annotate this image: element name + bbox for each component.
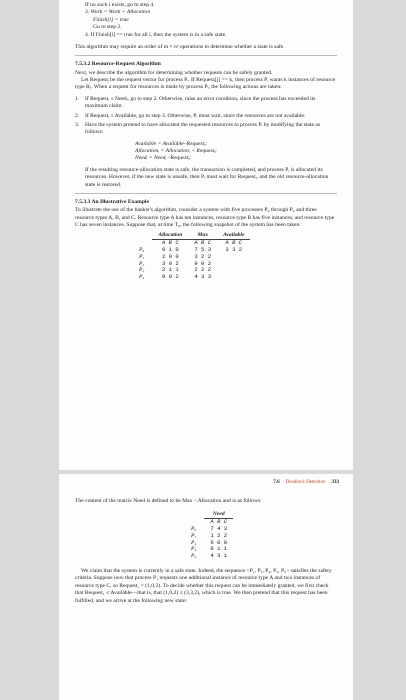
table-row [133,247,250,254]
table-row [133,274,250,281]
process-label: P₁ [139,253,145,260]
available-cell [217,254,250,261]
process-label: P₃ [139,267,145,274]
step-line: If no such i exists, go to step 4. [85,2,155,8]
formula: Allocationᵢ = Allocationᵢ + Requestᵢ; [135,148,217,154]
table-row [133,261,250,268]
process-label: P₃ [191,546,197,553]
need-cell: 4 3 1 [210,552,228,560]
formula: Needᵢ = Needᵢ –Requestᵢ; [135,155,191,162]
process-label: P₀ [191,526,197,532]
textbook-page-lower [59,474,353,700]
table-row [133,267,250,274]
process-label: P₂ [191,539,197,546]
allocation-cell: 0 1 0 [161,246,179,253]
paragraph: Let Requestᵢ be the request vector for process Pᵢ. If Requestᵢ[j] == k, then process Pᵢ wants k instances of resource type Rⱼ. When a request for resources is made by process Pᵢ, the following actions are taken: [75,77,336,91]
running-head-section: 7.6 [273,480,280,485]
textbook-page-upper [59,0,353,470]
table-cell [133,232,152,239]
column-subheader: A B C [210,518,228,526]
column-header: Need [204,511,233,518]
paragraph: Next, we describe the algorithm for determining whether requests can be safely granted. [75,69,273,76]
formula-block [75,141,337,163]
process-label: P₂ [139,260,145,267]
page-content [75,498,337,605]
page-number: 333 [331,480,339,485]
step-number: 3. [75,121,80,128]
need-cell: 1 2 2 [210,531,228,539]
column-subheader: A B C [161,239,179,247]
process-label: P₄ [139,274,145,281]
table-cell [133,240,152,247]
allocation-cell: 2 1 1 [161,266,179,274]
step-item [75,96,337,111]
max-cell: 4 3 3 [194,273,212,281]
column-header: Available [217,232,250,239]
allocation-cell: 3 0 2 [161,259,179,267]
step-item [75,122,337,137]
max-cell: 2 2 2 [194,266,212,274]
step-number: 1. [75,95,80,102]
formula: Available = Available–Requestᵢ; [135,140,207,147]
need-cell: 6 0 0 [210,538,228,546]
step-text: If Requestᵢ ≤ Needᵢ, go to step 2. Otherwise, raise an error condition, since the process has exceeded its maximum claim. [85,95,316,110]
process-label: P₁ [191,532,197,539]
step-line-text: 3. Work = Work + Allocation [85,9,151,16]
column-header: Max [188,232,217,239]
separator [75,55,337,56]
step-text: Have the system pretend to have allocated the requested resources to process Pᵢ by modifying the state as follows: [85,121,321,136]
page-content [75,2,337,281]
table-cell [185,511,204,518]
step-line: Go to step 2. [93,24,122,31]
steps-list [75,96,337,137]
need-table [185,511,233,560]
section-title: 7.5.3.3 An Illustrative Example [75,198,149,205]
table-row [185,553,233,560]
step-number: 2. [75,112,80,119]
step-line: Finish[i] = true [93,16,129,23]
max-cell: 7 5 3 [194,246,212,253]
need-cell: 0 1 1 [210,545,228,553]
available-cell: 3 3 2 [225,246,243,253]
paragraph: We claim that the system is currently in a safe state. Indeed, the sequence <P₁, P₃, P₄, P₂, P₀> satisfies the safety criteria. Suppose now that process P₁ requests one additional instance of resource type A and two instances of resource type C, so Request₁ = (1,0,2). To decide whether this request can be immediately granted, we first check that Request₁ ≤ Available—that is, that (1,0,2) ≤ (3,3,2), which is true. We then pretend that this request has been fulfilled, and we arrive at the following new state: [75,568,332,604]
table-cell [185,519,204,526]
allocation-cell: 2 0 0 [161,252,179,260]
running-head-title: Deadlock Detection [285,480,326,485]
available-cell [217,261,250,268]
paragraph: To illustrate the use of the banker's algorithm, consider a system with five processes P₀ through P₄ and three resource types A, B, and C. Resource type A has ten instances, resource type B has five instances, and resource type C has seven instances. Suppose that, at time T₀, the following snapshot of the system has been taken: [75,207,335,228]
allocation-cell: 0 0 2 [161,273,179,281]
running-head [273,480,339,487]
paragraph: The content of the matrix Need is defined to be Max – Allocation and is as follows: [75,498,262,504]
section-title: 7.5.3.2 Resource-Request Algorithm [75,61,161,68]
process-label: P₀ [139,247,145,253]
column-subheader: A B C [194,239,212,247]
table-row [133,254,250,261]
separator [75,193,337,194]
step-line [75,9,337,16]
step-line: 4. If Finish[i] == true for all i, then the system is in a safe state. [85,31,227,38]
column-subheader: A B C [225,239,243,247]
max-cell: 9 0 2 [194,259,212,267]
max-cell: 3 2 2 [194,252,212,260]
process-label: P₄ [191,553,197,560]
need-cell: 7 4 3 [210,525,228,532]
snapshot-table [133,232,250,281]
complexity-note: This algorithm may require an order of m × n² operations to determine whether a state is safe. [75,43,285,50]
step-item [75,113,337,120]
available-cell [217,274,250,281]
available-cell [217,267,250,274]
paragraph: If the resulting resource-allocation state is safe, the transaction is completed, and process Pᵢ is allocated its resources. However, if the new state is unsafe, then Pᵢ must wait for Requestᵢ, and the old resource-allocation state is restored. [85,166,329,188]
step-text: If Requestᵢ ≤ Available, go to step 3. Otherwise, Pᵢ must wait, since the resources are not available. [85,112,306,119]
column-header: Allocation [152,232,188,239]
